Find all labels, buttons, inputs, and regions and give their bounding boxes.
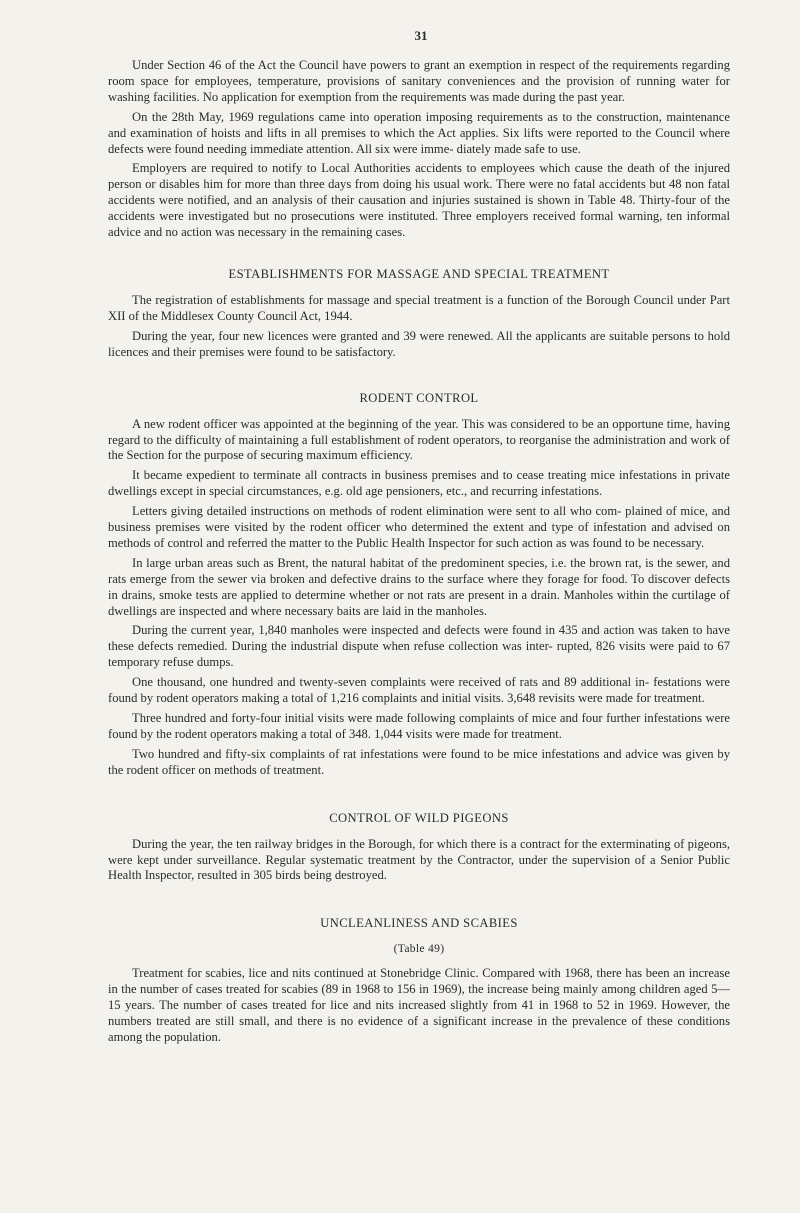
- section-heading: ESTABLISHMENTS FOR MASSAGE AND SPECIAL TREATMENT: [228, 266, 610, 281]
- paragraph: During the year, the ten railway bridges in the Borough, for which there is a contract for the exterminating of pigeons, were kept under surveillance. Regular systematic treatment by the Contractor, under the supervision of a Senior Public Health Inspector, resulted in 305 birds being destroyed.: [108, 836, 730, 883]
- paragraph: Letters giving detailed instructions on methods of rodent elimination were sent to all who com- plained of mice, and business premises were visited by the rodent officer who determined the extent and type of infestation and advised on methods of control and referred the matter to the Public Health Inspector for such action as was found to be necessary.: [108, 504, 730, 550]
- section-heading: CONTROL OF WILD PIGEONS: [329, 810, 509, 825]
- section-heading: RODENT CONTROL: [359, 390, 479, 405]
- paragraph: Two hundred and fifty-six complaints of rat infestations were found to be mice infestations and advice was given by the rodent officer on methods of treatment.: [108, 746, 730, 777]
- paragraph: It became expedient to terminate all contracts in business premises and to cease treating mice infestations in private dwellings except in special circumstances, e.g. old age pensioners, etc., and recurring infestations.: [108, 468, 730, 499]
- paragraph: The registration of establishments for massage and special treatment is a function of the Borough Council under Part XII of the Middlesex County Council Act, 1944.: [108, 292, 730, 323]
- massage-section: [108, 267, 730, 361]
- table-reference: (Table 49): [393, 942, 445, 956]
- rodent-section: [108, 391, 730, 779]
- paragraph: One thousand, one hundred and twenty-seven complaints were received of rats and 89 additional in- festations were found by rodent operators making a total of 1,216 complaints and initial visits. 3,648 revisits were made for treatment.: [108, 675, 730, 706]
- paragraph: Employers are required to notify to Local Authorities accidents to employees which cause the death of the injured person or disables him for more than three days from doing his usual work. There were no fatal accidents but 48 non fatal accidents were notified, and an analysis of their causation and injuries sustained is shown in Table 48. Thirty-four of the accidents were investigated but no prosecutions were instituted. Three employers received formal warning, ten informal advice and no action was necessary in the remaining cases.: [108, 161, 730, 240]
- scabies-section: [108, 916, 730, 1046]
- pigeons-section: [108, 811, 730, 885]
- paragraph: During the current year, 1,840 manholes were inspected and defects were found in 435 and action was taken to have these defects remedied. During the industrial dispute when refuse collection was inter- rupted, 826 visits were paid to 67 temporary refuse dumps.: [108, 623, 730, 670]
- intro-section: [108, 58, 730, 241]
- paragraph: A new rodent officer was appointed at the beginning of the year. This was considered to be an opportune time, having regard to the difficulty of maintaining a full establishment of rodent operators, to reorganise the administration and work of the Section for the purpose of securing maximum efficiency.: [108, 416, 730, 463]
- paragraph: During the year, four new licences were granted and 39 were renewed. All the applicants are suitable persons to hold licences and their premises were found to be satisfactory.: [108, 328, 730, 359]
- paragraph: On the 28th May, 1969 regulations came into operation imposing requirements as to the construction, maintenance and examination of hoists and lifts in all premises to which the Act applies. Six lifts were reported to the Council where defects were found needing immediate attention. All six were imme- diately made safe to use.: [108, 109, 730, 156]
- section-heading: UNCLEANLINESS AND SCABIES: [320, 916, 518, 931]
- paragraph: Three hundred and forty-four initial visits were made following complaints of mice and four further infestations were found by the rodent operators making a total of 348. 1,044 visits were made for treatment.: [108, 711, 730, 741]
- paragraph: In large urban areas such as Brent, the natural habitat of the predominent species, i.e. the brown rat, is the sewer, and rats emerge from the sewer via broken and defective drains to the surface where they forage for food. To discover defects in drains, smoke tests are applied to determine whether or not rats are present in a drain. Manholes within the curtilage of dwellings are inspected and where necessary baits are laid in the manholes.: [108, 555, 730, 618]
- paragraph: Under Section 46 of the Act the Council have powers to grant an exemption in respect of the requirements regarding room space for employees, temperature, provisions of sanitary conveniences and the provision of running water for washing facilities. No application for exemption from the requirements was made during the past year.: [108, 58, 730, 104]
- paragraph: Treatment for scabies, lice and nits continued at Stonebridge Clinic. Compared with 1968, there has been an increase in the number of cases treated for scabies (89 in 1968 to 156 in 1969), the increase being mainly among children aged 5—15 years. The number of cases treated for lice and nits increased slightly from 41 in 1968 to 52 in 1969. However, the numbers treated are still small, and there is no evidence of a significant increase in the prevalence of these conditions among the population.: [108, 966, 730, 1044]
- page-number: 31: [414, 28, 428, 43]
